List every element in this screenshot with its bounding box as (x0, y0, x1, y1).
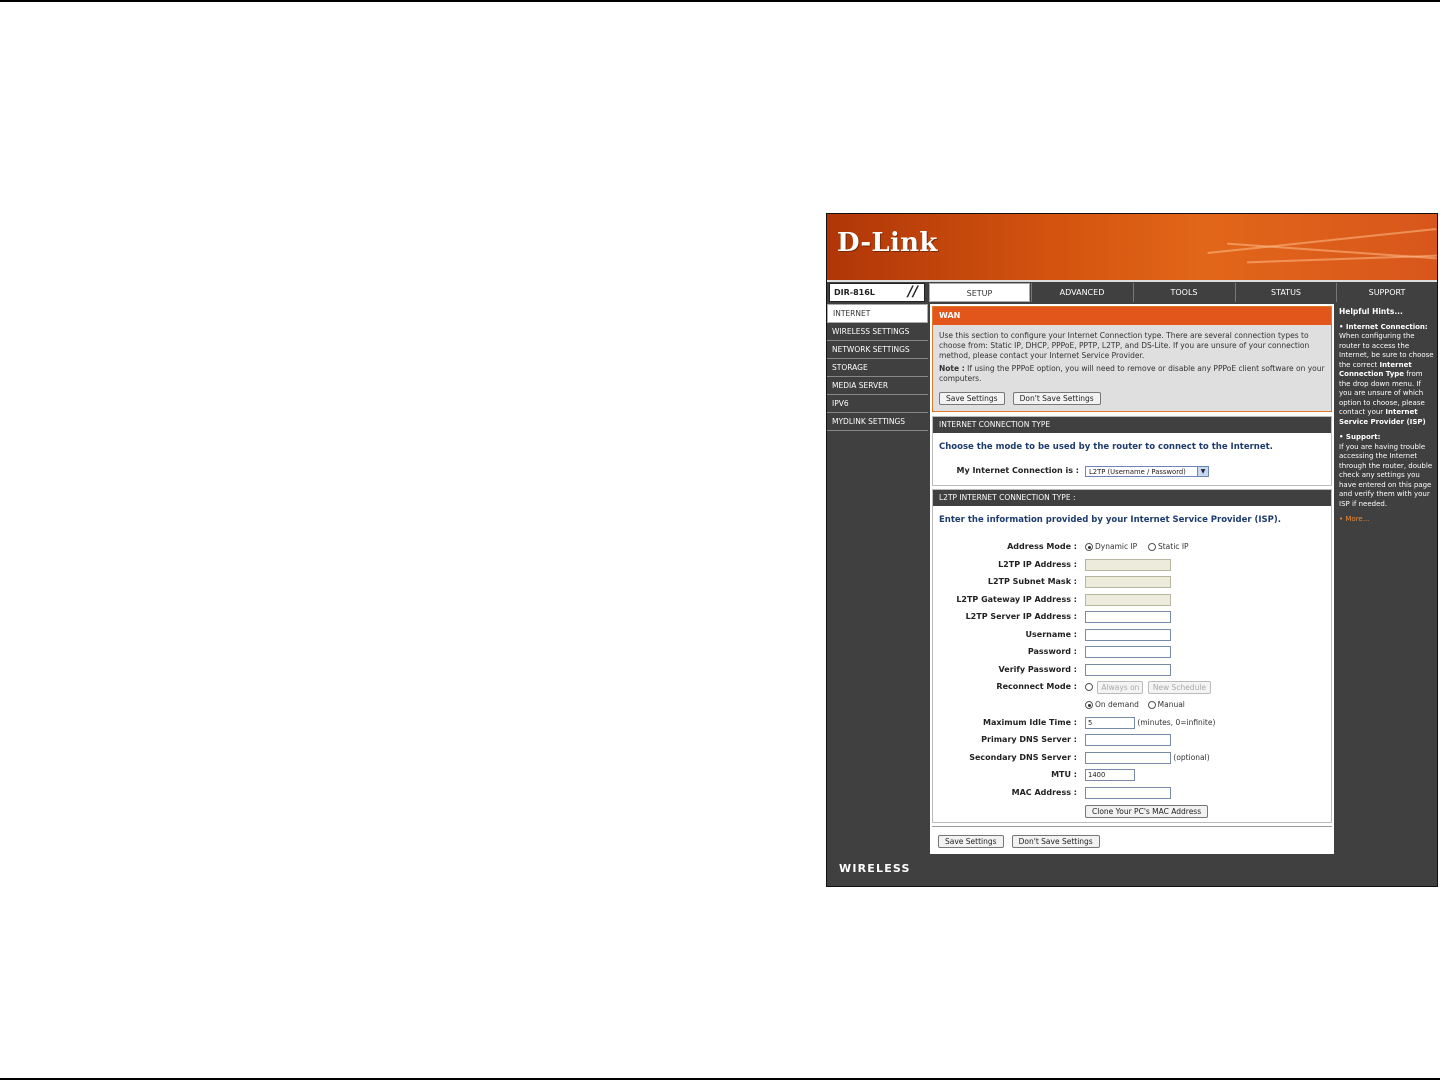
l2tp-server-label: L2TP Server IP Address : (965, 612, 1077, 621)
password-label: Password : (1027, 647, 1077, 656)
tab-advanced[interactable]: ADVANCED (1031, 283, 1132, 302)
tab-status[interactable]: STATUS (1235, 283, 1336, 302)
l2tp-section (932, 489, 1332, 823)
mac-address-label: MAC Address : (1011, 788, 1077, 797)
clone-mac-row (933, 804, 1329, 819)
hint-support-text: If you are having trouble accessing the Internet through the router, double check any settings you have entered on this page and verify them with your ISP if needed. (1339, 442, 1433, 508)
dynamic-ip-radio[interactable] (1085, 543, 1093, 551)
dynamic-ip-label: Dynamic IP (1095, 542, 1138, 551)
header-banner (827, 214, 1437, 282)
l2tp-server-input[interactable] (1085, 611, 1171, 623)
slash-decoration-icon: // (907, 284, 918, 300)
l2tp-subnet-label: L2TP Subnet Mask : (987, 577, 1077, 586)
address-mode-row (933, 540, 1329, 555)
l2tp-ip-label: L2TP IP Address : (998, 560, 1077, 569)
dont-save-settings-button-bottom[interactable]: Don't Save Settings (1012, 835, 1100, 848)
new-schedule-button[interactable]: New Schedule (1148, 681, 1211, 694)
hint-support-heading: Support: (1345, 433, 1381, 441)
reconnect-mode-row-2 (933, 698, 1329, 713)
l2tp-subnet-input[interactable] (1085, 576, 1171, 588)
note-label: Note : (939, 364, 965, 373)
primary-dns-input[interactable] (1085, 734, 1171, 746)
note-text: If using the PPPoE option, you will need to remove or disable any PPPoE client software on your computers. (939, 364, 1325, 383)
section-header: INTERNET CONNECTION TYPE (933, 417, 1331, 433)
mtu-label: MTU : (1051, 770, 1077, 779)
mac-address-input[interactable] (1085, 787, 1171, 799)
bullet-icon: • (1339, 433, 1344, 441)
mtu-input[interactable]: 1400 (1085, 769, 1135, 781)
idle-time-input[interactable]: 5 (1085, 717, 1135, 729)
save-settings-button[interactable]: Save Settings (939, 392, 1005, 405)
reconnect-mode-label: Reconnect Mode : (996, 682, 1077, 691)
primary-dns-label: Primary DNS Server : (981, 735, 1077, 744)
wan-section (932, 306, 1332, 412)
mac-address-row (933, 786, 1329, 801)
wan-button-row (933, 384, 1331, 407)
bottom-button-bar (932, 826, 1332, 849)
hint-internet (1339, 323, 1434, 428)
section-header: L2TP INTERNET CONNECTION TYPE : (933, 490, 1331, 506)
chevron-down-icon[interactable]: ▼ (1197, 467, 1208, 476)
hint-internet-text-1: When configuring the router to access the Internet, be sure to choose the correct (1339, 332, 1434, 369)
sidebar-item-internet[interactable]: INTERNET (827, 304, 928, 323)
manual-label: Manual (1157, 700, 1185, 709)
clone-mac-button[interactable]: Clone Your PC's MAC Address (1085, 805, 1208, 818)
password-input[interactable] (1085, 646, 1171, 658)
section-lead: Choose the mode to be used by the router to connect to the Internet. (939, 442, 1273, 452)
l2tp-gateway-row (933, 593, 1329, 608)
sidebar-item-wireless-settings[interactable]: WIRELESS SETTINGS (827, 323, 928, 341)
hint-internet-bold: Internet Connection Type (1339, 360, 1412, 378)
idle-time-row (933, 716, 1329, 731)
primary-dns-row (933, 733, 1329, 748)
helpful-hints-panel (1336, 304, 1437, 854)
hint-internet-heading: Internet Connection: (1345, 322, 1428, 331)
mtu-row (933, 768, 1329, 783)
router-web-ui (826, 213, 1438, 887)
save-settings-button-bottom[interactable]: Save Settings (938, 835, 1004, 848)
top-nav (827, 282, 1437, 303)
l2tp-ip-input[interactable] (1085, 559, 1171, 571)
on-demand-radio[interactable] (1085, 701, 1093, 709)
wan-description (933, 325, 1331, 384)
username-label: Username : (1025, 630, 1077, 639)
banner-stripe (1247, 255, 1437, 264)
connection-type-row (939, 466, 1329, 480)
l2tp-gateway-input[interactable] (1085, 594, 1171, 606)
hint-isp-bold: Internet Service Provider (ISP) (1339, 408, 1426, 426)
sidebar-item-storage[interactable]: STORAGE (827, 359, 928, 377)
page-bottom-rule (0, 1078, 1440, 1080)
verify-password-row (933, 663, 1329, 678)
always-on-radio[interactable] (1085, 683, 1093, 691)
section-lead: Enter the information provided by your Internet Service Provider (ISP). (939, 515, 1282, 525)
l2tp-subnet-row (933, 575, 1329, 590)
tab-setup[interactable]: SETUP (929, 283, 1030, 302)
model-badge (829, 283, 925, 302)
sidebar-item-ipv6[interactable]: IPV6 (827, 395, 928, 413)
more-link-label: More... (1345, 515, 1370, 523)
username-input[interactable] (1085, 629, 1171, 641)
model-name: DIR-816L (834, 288, 875, 297)
static-ip-label: Static IP (1157, 542, 1189, 551)
reconnect-mode-row (933, 680, 1329, 695)
main-content (930, 304, 1334, 854)
connection-type-label: My Internet Connection is : (956, 466, 1079, 475)
address-mode-control (1085, 540, 1189, 554)
static-ip-radio[interactable] (1148, 543, 1156, 551)
sidebar (827, 304, 928, 854)
secondary-dns-input[interactable] (1085, 752, 1171, 764)
wan-note (939, 364, 1325, 384)
l2tp-gateway-label: L2TP Gateway IP Address : (956, 595, 1077, 604)
manual-radio[interactable] (1148, 701, 1156, 709)
internet-connection-type-section (932, 416, 1332, 486)
wireless-logo: WIRELESS (839, 862, 911, 875)
hints-title: Helpful Hints... (1339, 307, 1403, 316)
sidebar-item-mydlink-settings[interactable]: MYDLINK SETTINGS (827, 413, 928, 431)
sidebar-item-network-settings[interactable]: NETWORK SETTINGS (827, 341, 928, 359)
connection-type-value: L2TP (Username / Password) (1089, 468, 1186, 476)
idle-time-unit: (minutes, 0=infinite) (1137, 718, 1216, 727)
verify-password-input[interactable] (1085, 664, 1171, 676)
hint-support (1339, 433, 1434, 509)
bullet-icon: • (1339, 515, 1344, 523)
sidebar-item-media-server[interactable]: MEDIA SERVER (827, 377, 928, 395)
l2tp-ip-row (933, 558, 1329, 573)
dont-save-settings-button[interactable]: Don't Save Settings (1013, 392, 1101, 405)
tab-tools[interactable]: TOOLS (1133, 283, 1234, 302)
reconnect-mode-control (1085, 680, 1214, 694)
always-on-select[interactable]: Always on (1097, 681, 1143, 694)
hint-internet-text-2: from the drop down menu. If you are unsure of which option to choose, please contact your (1339, 370, 1425, 416)
dlink-logo: D-Link (837, 228, 938, 258)
page-top-rule (0, 0, 1440, 2)
footer-bar (827, 854, 1437, 886)
username-row (933, 628, 1329, 643)
secondary-dns-row (933, 751, 1329, 766)
verify-password-label: Verify Password : (998, 665, 1077, 674)
bullet-icon: • (1339, 322, 1344, 331)
on-demand-label: On demand (1095, 700, 1139, 709)
secondary-dns-label: Secondary DNS Server : (969, 753, 1077, 762)
optional-note: (optional) (1173, 753, 1210, 762)
wan-intro-text: Use this section to configure your Internet Connection type. There are several connection types to choose from: Static IP, DHCP, PPPoE, PPTP, L2TP, and DS-Lite. If you are unsure of your connection method, please contact your Internet Service Provider. (939, 331, 1310, 360)
more-link[interactable] (1339, 515, 1434, 525)
connection-type-select[interactable] (1085, 466, 1209, 477)
l2tp-server-row (933, 610, 1329, 625)
wan-title: WAN (933, 307, 1331, 325)
password-row (933, 645, 1329, 660)
tab-support[interactable]: SUPPORT (1336, 283, 1437, 302)
address-mode-label: Address Mode : (1007, 542, 1077, 551)
idle-time-label: Maximum Idle Time : (982, 718, 1077, 727)
